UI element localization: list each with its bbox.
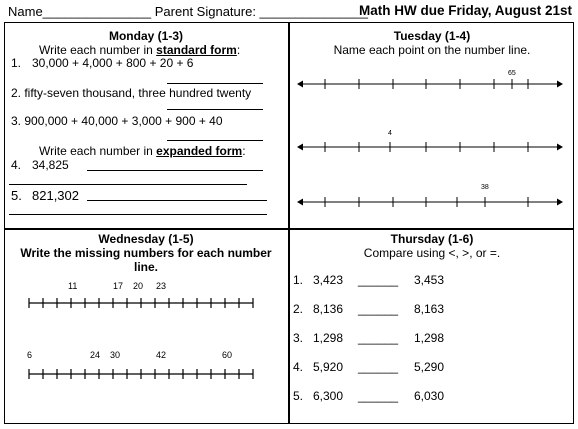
number-line-1-label: 65 bbox=[508, 70, 516, 77]
wed-line-1-label: 17 bbox=[113, 281, 124, 291]
wednesday-instruction-line1: Write the missing numbers for each number bbox=[20, 246, 272, 260]
question-5-number: 5. bbox=[11, 188, 22, 203]
header-line bbox=[8, 4, 368, 19]
question-5: 821,302 bbox=[32, 188, 79, 203]
monday-title: Monday (1-3) bbox=[108, 29, 183, 43]
question-4-number: 4. bbox=[11, 158, 22, 172]
compare-right: 3,453 bbox=[414, 273, 445, 287]
compare-right: 5,290 bbox=[414, 360, 445, 374]
wed-line-1-label: 23 bbox=[156, 281, 167, 291]
grid-divider-vertical bbox=[288, 22, 290, 424]
answer-blank-1[interactable] bbox=[167, 83, 263, 84]
thursday-instruction: Compare using <, >, or =. bbox=[363, 246, 501, 260]
name-label: Name_______________ bbox=[8, 4, 152, 19]
compare-left: 3,423 bbox=[313, 273, 344, 287]
standard-form-emphasis: standard form bbox=[156, 43, 237, 57]
wednesday-number-line-2 bbox=[27, 350, 253, 379]
compare-blank[interactable]: ______ bbox=[358, 360, 399, 374]
tuesday-number-line-3 bbox=[297, 184, 563, 207]
wed-line-2-label: 6 bbox=[27, 350, 33, 360]
compare-item-1 bbox=[293, 273, 444, 287]
compare-blank[interactable]: ______ bbox=[358, 389, 399, 403]
compare-blank[interactable]: ______ bbox=[358, 302, 399, 316]
answer-blank-4b[interactable] bbox=[9, 184, 247, 185]
monday-instruction-expanded: Write each number in expanded form: bbox=[39, 144, 246, 158]
tuesday-number-line-2 bbox=[297, 130, 563, 152]
compare-left: 8,136 bbox=[313, 302, 344, 316]
wednesday-number-lines bbox=[26, 280, 256, 380]
question-2: 2. fifty-seven thousand, three hundred twenty bbox=[11, 86, 252, 100]
compare-blank[interactable]: ______ bbox=[358, 273, 399, 287]
wednesday-title: Wednesday (1-5) bbox=[98, 232, 194, 246]
wed-line-1-label: 20 bbox=[133, 281, 144, 291]
grid-divider-horizontal bbox=[4, 228, 574, 230]
answer-blank-3[interactable] bbox=[167, 140, 263, 141]
question-4: 34,825 bbox=[32, 158, 69, 172]
compare-item-2 bbox=[293, 302, 444, 316]
compare-right: 1,298 bbox=[414, 331, 445, 345]
answer-blank-5b[interactable] bbox=[9, 214, 267, 215]
number-line-3-label: 38 bbox=[481, 184, 489, 191]
answer-blank-4a[interactable] bbox=[87, 170, 263, 171]
compare-right: 8,163 bbox=[414, 302, 445, 316]
question-1-number: 1. bbox=[11, 56, 22, 70]
tuesday-title: Tuesday (1-4) bbox=[393, 29, 471, 43]
answer-blank-5a[interactable] bbox=[87, 200, 267, 201]
wed-line-2-label: 24 bbox=[90, 350, 101, 360]
question-3: 3. 900,000 + 40,000 + 3,000 + 900 + 40 bbox=[11, 114, 223, 128]
compare-number: 2. bbox=[293, 302, 304, 316]
number-line-2-label: 4 bbox=[388, 130, 392, 137]
thursday-title: Thursday (1-6) bbox=[390, 232, 474, 246]
wed-line-2-label: 60 bbox=[222, 350, 233, 360]
wed-line-2-label: 30 bbox=[110, 350, 121, 360]
compare-item-4 bbox=[293, 360, 444, 374]
due-date: Math HW due Friday, August 21st bbox=[358, 3, 572, 18]
wed-line-2-label: 42 bbox=[156, 350, 167, 360]
compare-number: 1. bbox=[293, 273, 304, 287]
parent-signature-label: Parent Signature: _______________ bbox=[154, 4, 369, 19]
compare-item-5 bbox=[293, 389, 444, 403]
compare-blank[interactable]: ______ bbox=[358, 331, 399, 345]
compare-number: 4. bbox=[293, 360, 304, 374]
compare-number: 3. bbox=[293, 331, 304, 345]
wednesday-instruction-line2: line. bbox=[133, 260, 158, 274]
tuesday-number-lines bbox=[297, 68, 563, 218]
compare-left: 5,920 bbox=[313, 360, 344, 374]
compare-item-3 bbox=[293, 331, 444, 345]
answer-blank-2[interactable] bbox=[167, 109, 263, 110]
compare-right: 6,030 bbox=[414, 389, 445, 403]
monday-instruction-standard: Write each number in standard form: bbox=[39, 43, 241, 57]
wed-line-1-label: 11 bbox=[68, 281, 78, 291]
compare-number: 5. bbox=[293, 389, 304, 403]
expanded-form-emphasis: expanded form bbox=[156, 144, 243, 158]
compare-left: 6,300 bbox=[313, 389, 344, 403]
question-1: 30,000 + 4,000 + 800 + 20 + 6 bbox=[32, 56, 194, 70]
wednesday-number-line-1 bbox=[29, 281, 253, 308]
tuesday-number-line-1 bbox=[297, 70, 563, 89]
tuesday-instruction: Name each point on the number line. bbox=[333, 43, 531, 57]
compare-left: 1,298 bbox=[313, 331, 344, 345]
